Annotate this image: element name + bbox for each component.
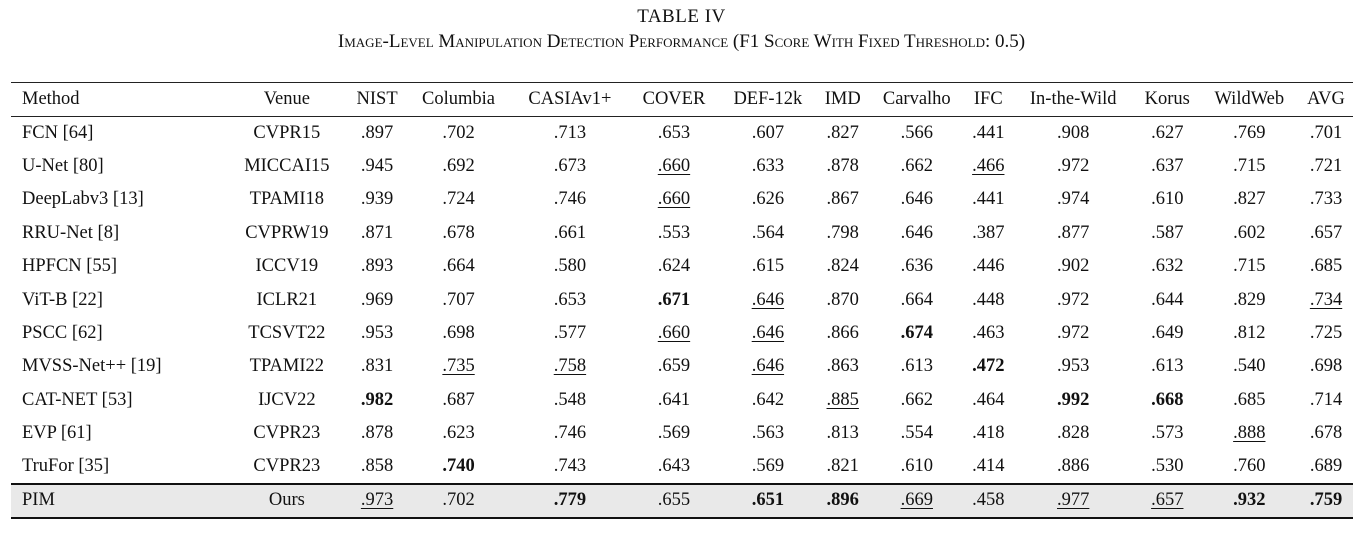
table-row — [11, 417, 1353, 450]
score-cell: .602 — [1233, 222, 1266, 243]
venue-cell: TPAMI22 — [249, 356, 325, 377]
score-cell: .982 — [360, 389, 394, 410]
score-cell: .448 — [972, 289, 1005, 310]
score-cell: .735 — [442, 356, 475, 377]
method-cell: RRU-Net [8] — [22, 222, 120, 243]
venue-cell: Ours — [268, 490, 305, 511]
score-cell: .866 — [826, 323, 859, 344]
table-header — [11, 83, 1353, 117]
venue-cell: IJCV22 — [258, 389, 316, 410]
method-cell: TruFor [35] — [22, 456, 110, 477]
venue-cell: TCSVT22 — [248, 323, 326, 344]
score-cell: .653 — [553, 289, 587, 310]
score-cell: .724 — [442, 189, 475, 210]
score-cell: .888 — [1233, 423, 1266, 444]
score-cell: .678 — [442, 222, 475, 243]
score-cell: .939 — [360, 189, 394, 210]
score-cell: .758 — [553, 356, 587, 377]
score-cell: .649 — [1151, 323, 1184, 344]
score-cell: .972 — [1057, 289, 1090, 310]
column-header: IFC — [973, 89, 1003, 109]
table-row — [11, 317, 1353, 350]
score-cell: .863 — [826, 356, 859, 377]
column-header: AVG — [1307, 89, 1345, 109]
score-cell: .827 — [826, 122, 859, 143]
score-cell: .689 — [1309, 456, 1343, 477]
score-cell: .992 — [1057, 389, 1090, 410]
score-cell: .651 — [751, 490, 785, 511]
score-cell: .692 — [442, 156, 475, 177]
score-cell: .746 — [553, 423, 587, 444]
header-row — [11, 83, 1353, 117]
table-label: TABLE IV — [637, 6, 726, 27]
column-header: CASIAv1+ — [528, 89, 612, 109]
score-cell: .530 — [1151, 456, 1184, 477]
score-cell: .669 — [900, 490, 933, 511]
score-cell: .553 — [657, 222, 691, 243]
score-cell: .867 — [826, 189, 859, 210]
score-cell: .743 — [553, 456, 587, 477]
column-header: NIST — [356, 89, 398, 109]
score-cell: .655 — [657, 490, 691, 511]
score-cell: .902 — [1057, 256, 1090, 277]
score-cell: .893 — [360, 256, 394, 277]
score-cell: .674 — [900, 323, 933, 344]
table-body — [11, 117, 1353, 518]
table-title: Image-Level Manipulation Detection Performance (F1 Score With Fixed Threshold: 0.5) — [337, 31, 1026, 52]
score-cell: .463 — [972, 323, 1005, 344]
score-cell: .885 — [826, 389, 859, 410]
score-cell: .615 — [751, 256, 785, 277]
venue-cell: TPAMI18 — [249, 189, 325, 210]
score-cell: .734 — [1309, 289, 1343, 310]
score-cell: .824 — [826, 256, 859, 277]
table-row — [11, 450, 1353, 483]
score-cell: .721 — [1309, 156, 1343, 177]
table-row — [11, 350, 1353, 383]
score-cell: .641 — [657, 389, 691, 410]
score-cell: .464 — [972, 389, 1005, 410]
score-cell: .659 — [657, 356, 691, 377]
score-cell: .759 — [1309, 490, 1343, 511]
table-row-ours — [11, 484, 1353, 518]
venue-cell: CVPR23 — [253, 423, 321, 444]
score-cell: .441 — [972, 122, 1005, 143]
score-cell: .418 — [972, 423, 1005, 444]
column-header: In-the-Wild — [1029, 89, 1117, 109]
table-caption — [0, 6, 1363, 54]
score-cell: .458 — [972, 490, 1005, 511]
score-cell: .414 — [972, 456, 1005, 477]
score-cell: .702 — [442, 490, 475, 511]
score-cell: .877 — [1057, 222, 1090, 243]
score-cell: .707 — [442, 289, 475, 310]
score-cell: .827 — [1233, 189, 1266, 210]
score-cell: .812 — [1233, 323, 1266, 344]
score-cell: .701 — [1309, 122, 1343, 143]
method-cell: FCN [64] — [22, 122, 94, 143]
method-cell: ViT-B [22] — [22, 289, 103, 310]
score-cell: .626 — [751, 189, 785, 210]
score-cell: .974 — [1057, 189, 1090, 210]
score-cell: .660 — [657, 189, 691, 210]
score-cell: .878 — [360, 423, 394, 444]
score-cell: .685 — [1309, 256, 1343, 277]
score-cell: .871 — [360, 222, 394, 243]
score-cell: .563 — [751, 423, 785, 444]
score-cell: .870 — [826, 289, 859, 310]
score-cell: .569 — [657, 423, 691, 444]
table-row — [11, 384, 1353, 417]
score-cell: .633 — [751, 156, 785, 177]
score-cell: .610 — [1151, 189, 1184, 210]
score-cell: .637 — [1151, 156, 1184, 177]
score-cell: .896 — [826, 490, 859, 511]
table-row — [11, 217, 1353, 250]
score-cell: .678 — [1309, 423, 1343, 444]
score-cell: .662 — [900, 156, 933, 177]
results-table — [11, 82, 1353, 519]
column-header: IMD — [824, 89, 861, 109]
column-header: DEF-12k — [733, 89, 803, 109]
score-cell: .932 — [1233, 490, 1266, 511]
score-cell: .813 — [826, 423, 859, 444]
score-cell: .610 — [900, 456, 933, 477]
score-cell: .646 — [751, 289, 785, 310]
score-cell: .828 — [1057, 423, 1090, 444]
score-cell: .627 — [1151, 122, 1184, 143]
table-row — [11, 250, 1353, 283]
score-cell: .779 — [553, 490, 587, 511]
column-header: Columbia — [422, 89, 496, 109]
score-cell: .972 — [1057, 156, 1090, 177]
method-cell: MVSS-Net++ [19] — [22, 356, 162, 377]
method-cell: HPFCN [55] — [22, 256, 118, 277]
score-cell: .831 — [360, 356, 394, 377]
venue-cell: ICCV19 — [255, 256, 319, 277]
score-cell: .673 — [553, 156, 587, 177]
score-cell: .646 — [900, 189, 933, 210]
method-cell: PSCC [62] — [22, 323, 103, 344]
score-cell: .446 — [972, 256, 1005, 277]
score-cell: .746 — [553, 189, 587, 210]
score-cell: .715 — [1233, 256, 1266, 277]
score-cell: .466 — [972, 156, 1005, 177]
method-cell: EVP [61] — [22, 423, 92, 444]
score-cell: .632 — [1151, 256, 1184, 277]
score-cell: .548 — [553, 389, 587, 410]
column-header: Venue — [263, 89, 310, 109]
score-cell: .953 — [360, 323, 394, 344]
score-cell: .664 — [900, 289, 933, 310]
score-cell: .646 — [751, 323, 785, 344]
score-cell: .668 — [1151, 389, 1184, 410]
venue-cell: ICLR21 — [256, 289, 318, 310]
score-cell: .573 — [1151, 423, 1184, 444]
score-cell: .441 — [972, 189, 1005, 210]
column-header: Method — [22, 89, 80, 109]
score-cell: .657 — [1151, 490, 1184, 511]
column-header: COVER — [642, 89, 706, 109]
score-cell: .897 — [360, 122, 394, 143]
column-header: WildWeb — [1214, 89, 1285, 109]
score-cell: .969 — [360, 289, 394, 310]
score-cell: .580 — [553, 256, 587, 277]
score-cell: .953 — [1057, 356, 1090, 377]
score-cell: .642 — [751, 389, 785, 410]
score-cell: .972 — [1057, 323, 1090, 344]
score-cell: .554 — [900, 423, 933, 444]
score-cell: .587 — [1151, 222, 1184, 243]
score-cell: .613 — [1151, 356, 1184, 377]
venue-cell: CVPR15 — [253, 122, 321, 143]
table-row — [11, 117, 1353, 150]
score-cell: .698 — [1309, 356, 1343, 377]
score-cell: .661 — [553, 222, 587, 243]
score-cell: .858 — [360, 456, 394, 477]
score-cell: .623 — [442, 423, 475, 444]
score-cell: .657 — [1309, 222, 1343, 243]
score-cell: .646 — [900, 222, 933, 243]
method-cell: PIM — [22, 490, 55, 511]
score-cell: .644 — [1151, 289, 1184, 310]
score-cell: .886 — [1057, 456, 1090, 477]
score-cell: .660 — [657, 156, 691, 177]
score-cell: .715 — [1233, 156, 1266, 177]
score-cell: .769 — [1233, 122, 1266, 143]
score-cell: .660 — [657, 323, 691, 344]
column-header: Korus — [1144, 89, 1190, 109]
score-cell: .613 — [900, 356, 933, 377]
method-cell: U-Net [80] — [22, 156, 104, 177]
score-cell: .973 — [360, 490, 394, 511]
score-cell: .646 — [751, 356, 785, 377]
score-cell: .829 — [1233, 289, 1266, 310]
score-cell: .566 — [900, 122, 933, 143]
score-cell: .713 — [553, 122, 587, 143]
score-cell: .698 — [442, 323, 475, 344]
column-header: Carvalho — [882, 89, 951, 109]
table-row — [11, 283, 1353, 316]
score-cell: .643 — [657, 456, 691, 477]
score-cell: .387 — [972, 222, 1005, 243]
score-cell: .725 — [1309, 323, 1343, 344]
score-cell: .714 — [1309, 389, 1343, 410]
score-cell: .977 — [1057, 490, 1090, 511]
table-row — [11, 150, 1353, 183]
score-cell: .908 — [1057, 122, 1090, 143]
score-cell: .624 — [657, 256, 691, 277]
venue-cell: CVPR23 — [253, 456, 321, 477]
score-cell: .821 — [826, 456, 859, 477]
score-cell: .702 — [442, 122, 475, 143]
score-cell: .687 — [442, 389, 475, 410]
results-table-container — [11, 82, 1353, 519]
score-cell: .577 — [553, 323, 587, 344]
score-cell: .664 — [442, 256, 475, 277]
venue-cell: MICCAI15 — [244, 156, 330, 177]
score-cell: .564 — [751, 222, 785, 243]
score-cell: .607 — [751, 122, 785, 143]
score-cell: .685 — [1233, 389, 1266, 410]
score-cell: .671 — [657, 289, 691, 310]
score-cell: .733 — [1309, 189, 1343, 210]
score-cell: .878 — [826, 156, 859, 177]
venue-cell: CVPRW19 — [245, 222, 329, 243]
score-cell: .798 — [826, 222, 859, 243]
method-cell: DeepLabv3 [13] — [22, 189, 144, 210]
method-cell: CAT-NET [53] — [22, 389, 133, 410]
score-cell: .760 — [1233, 456, 1266, 477]
score-cell: .653 — [657, 122, 691, 143]
score-cell: .945 — [360, 156, 394, 177]
score-cell: .740 — [442, 456, 475, 477]
score-cell: .472 — [972, 356, 1005, 377]
score-cell: .540 — [1233, 356, 1266, 377]
score-cell: .636 — [900, 256, 933, 277]
score-cell: .662 — [900, 389, 933, 410]
score-cell: .569 — [751, 456, 785, 477]
table-row — [11, 183, 1353, 216]
